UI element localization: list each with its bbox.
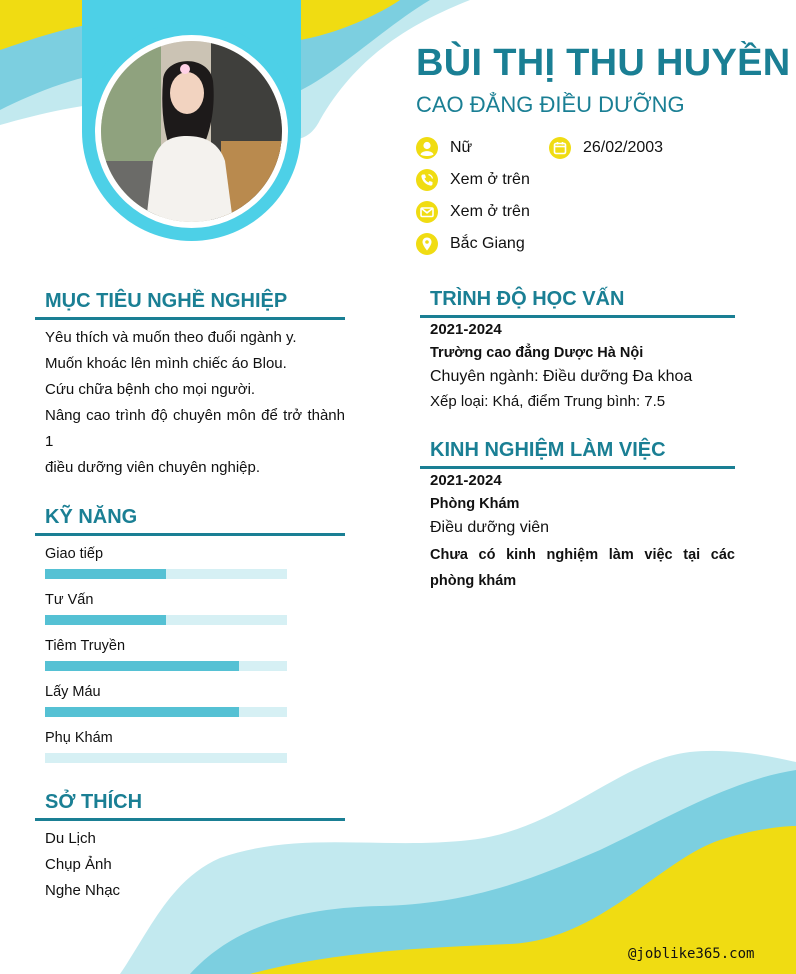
skill-bar-fill	[45, 569, 166, 579]
education-grade: Xếp loại: Khá, điểm Trung bình: 7.5	[430, 393, 666, 410]
skill-bar-fill	[45, 615, 166, 625]
experience-years: 2021-2024	[430, 472, 502, 489]
phone-row	[416, 169, 530, 191]
skill-bar-track	[45, 661, 287, 671]
gender-value: Nữ	[450, 139, 473, 156]
address-value: Bắc Giang	[450, 235, 525, 252]
phone-value: Xem ở trên	[450, 171, 530, 188]
skills-heading: KỸ NĂNG	[45, 506, 138, 528]
objective-line: điều dưỡng viên chuyên nghiệp.	[45, 459, 261, 476]
user-icon	[416, 137, 438, 159]
experience-company: Phòng Khám	[430, 496, 520, 512]
education-school: Trường cao đẳng Dược Hà Nội	[430, 345, 644, 361]
objective-line: Yêu thích và muốn theo đuổi ngành y.	[45, 329, 297, 346]
email-row	[416, 201, 530, 223]
skill-bar-fill	[45, 707, 239, 717]
experience-entry	[430, 469, 735, 594]
education-years: 2021-2024	[430, 321, 502, 338]
hobbies-divider	[35, 818, 345, 821]
profile-photo	[95, 35, 288, 228]
watermark: @joblike365.com	[628, 946, 755, 962]
hobby-item: Chụp Ảnh	[45, 856, 112, 873]
calendar-icon	[549, 137, 571, 159]
education-entry	[430, 318, 735, 415]
skill-name: Tiêm Truyền	[45, 638, 126, 654]
skill-name: Giao tiếp	[45, 546, 104, 562]
skill-item	[45, 545, 287, 579]
skill-name: Lấy Máu	[45, 684, 101, 700]
skills-divider	[35, 533, 345, 536]
objective-line: Cứu chữa bệnh cho mọi người.	[45, 381, 256, 398]
skill-bar-fill	[45, 661, 239, 671]
hobbies-list	[45, 826, 120, 904]
skill-bar-track	[45, 615, 287, 625]
skill-name: Phụ Khám	[45, 730, 113, 746]
location-pin-icon	[416, 233, 438, 255]
skill-item	[45, 637, 287, 671]
objective-line: Nâng cao trình độ chuyên môn để trở thành 1	[45, 407, 345, 450]
skill-name: Tư Vấn	[45, 592, 94, 608]
skill-bar-track	[45, 707, 287, 717]
skill-bar-track	[45, 569, 287, 579]
skill-item	[45, 729, 287, 763]
experience-position: Điều dưỡng viên	[430, 519, 550, 536]
email-icon	[416, 201, 438, 223]
phone-icon	[416, 169, 438, 191]
objective-text	[45, 325, 345, 481]
job-title: CAO ĐẲNG ĐIỀU DƯỠNG	[416, 92, 685, 117]
birthday-row	[549, 137, 663, 159]
email-value: Xem ở trên	[450, 203, 530, 220]
gender-row	[416, 137, 472, 159]
hobby-item: Du Lịch	[45, 830, 96, 847]
objective-heading: MỤC TIÊU NGHỀ NGHIỆP	[45, 290, 288, 312]
skill-bar-track	[45, 753, 287, 763]
skill-item	[45, 591, 287, 625]
address-row	[416, 233, 525, 255]
education-heading: TRÌNH ĐỘ HỌC VẤN	[430, 288, 625, 310]
skill-item	[45, 683, 287, 717]
birthday-value: 26/02/2003	[583, 139, 664, 156]
hobby-item: Nghe Nhạc	[45, 882, 121, 899]
objective-divider	[35, 317, 345, 320]
hobbies-heading: SỞ THÍCH	[45, 791, 143, 813]
education-major: Chuyên ngành: Điều dưỡng Đa khoa	[430, 368, 693, 385]
experience-description: Chưa có kinh nghiệm làm việc tại các phòng khám	[430, 547, 735, 589]
experience-heading: KINH NGHIỆM LÀM VIỆC	[430, 439, 666, 461]
objective-line: Muốn khoác lên mình chiếc áo Blou.	[45, 355, 287, 372]
candidate-name: BÙI THỊ THU HUYỀN	[416, 42, 791, 84]
